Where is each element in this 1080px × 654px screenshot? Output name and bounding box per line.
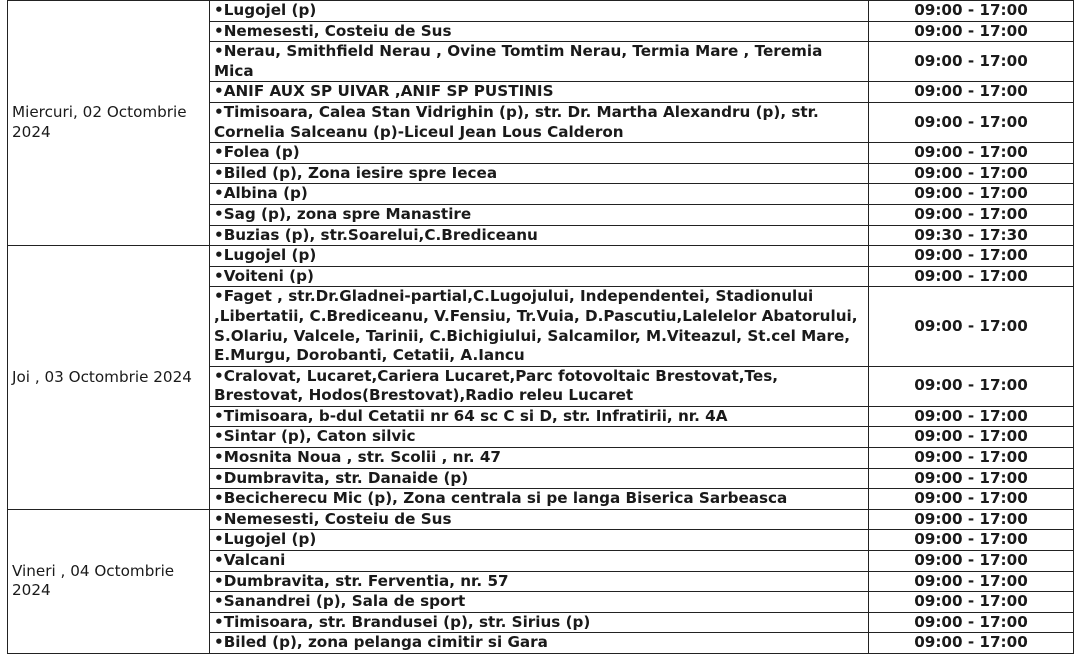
location-cell: •Lugojel (p) — [210, 246, 869, 267]
location-cell: •Sintar (p), Caton silvic — [210, 427, 869, 448]
schedule-table — [7, 0, 1074, 654]
time-interval-cell: 09:00 - 17:00 — [869, 530, 1074, 551]
time-interval-cell: 09:00 - 17:00 — [869, 551, 1074, 572]
time-interval-cell: 09:00 - 17:00 — [869, 592, 1074, 613]
location-cell: •Buzias (p), str.Soarelui,C.Brediceanu — [210, 225, 869, 246]
day-label: Vineri , 04 Octombrie 2024 — [8, 509, 210, 653]
time-interval-cell: 09:00 - 17:00 — [869, 489, 1074, 510]
location-cell: •Timisoara, b-dul Cetatii nr 64 sc C si D, str. Infratirii, nr. 4A — [210, 406, 869, 427]
location-cell: •Sanandrei (p), Sala de sport — [210, 592, 869, 613]
day-label: Miercuri, 02 Octombrie 2024 — [8, 1, 210, 246]
location-cell: •Nerau, Smithfield Nerau , Ovine Tomtim Nerau, Termia Mare , Teremia Mica — [210, 42, 869, 82]
location-cell: •Lugojel (p) — [210, 530, 869, 551]
location-cell: •Timisoara, str. Brandusei (p), str. Sirius (p) — [210, 612, 869, 633]
location-cell: •Biled (p), Zona iesire spre Iecea — [210, 163, 869, 184]
time-interval-cell: 09:00 - 17:00 — [869, 571, 1074, 592]
location-cell: •Faget , str.Dr.Gladnei-partial,C.Lugojului, Independentei, Stadionului ,Libertatii, C.Brediceanu, V.Fensiu, Tr.Vuia, D.Pascutiu,Lalelelor Abatorului, S.Olariu, Valcele, Tarinii, C.Bichigiului, Salcamilor, M.Viteazul, St.cel Mare, E.Murgu, Dorobanti, Cetatii, A.Iancu — [210, 287, 869, 366]
location-cell: •Folea (p) — [210, 143, 869, 164]
time-interval-cell: 09:00 - 17:00 — [869, 468, 1074, 489]
time-interval-cell: 09:00 - 17:00 — [869, 448, 1074, 469]
time-interval-cell: 09:00 - 17:00 — [869, 633, 1074, 654]
schedule-row — [8, 509, 1074, 530]
time-interval-cell: 09:00 - 17:00 — [869, 82, 1074, 103]
location-cell: •Dumbravita, str. Danaide (p) — [210, 468, 869, 489]
location-cell: •Albina (p) — [210, 184, 869, 205]
schedule-row — [8, 246, 1074, 267]
time-interval-cell: 09:00 - 17:00 — [869, 366, 1074, 406]
time-interval-cell: 09:00 - 17:00 — [869, 246, 1074, 267]
location-cell: •ANIF AUX SP UIVAR ,ANIF SP PUSTINIS — [210, 82, 869, 103]
location-cell: •Lugojel (p) — [210, 1, 869, 22]
location-cell: •Biled (p), zona pelanga cimitir si Gara — [210, 633, 869, 654]
time-interval-cell: 09:00 - 17:00 — [869, 266, 1074, 287]
time-interval-cell: 09:00 - 17:00 — [869, 287, 1074, 366]
time-interval-cell: 09:00 - 17:00 — [869, 427, 1074, 448]
location-cell: •Nemesesti, Costeiu de Sus — [210, 509, 869, 530]
time-interval-cell: 09:00 - 17:00 — [869, 42, 1074, 82]
day-label: Joi , 03 Octombrie 2024 — [8, 246, 210, 510]
location-cell: •Voiteni (p) — [210, 266, 869, 287]
time-interval-cell: 09:00 - 17:00 — [869, 204, 1074, 225]
time-interval-cell: 09:00 - 17:00 — [869, 184, 1074, 205]
time-interval-cell: 09:00 - 17:00 — [869, 21, 1074, 42]
location-cell: •Mosnita Noua , str. Scolii , nr. 47 — [210, 448, 869, 469]
schedule-row — [8, 1, 1074, 22]
schedule-body — [8, 1, 1074, 654]
time-interval-cell: 09:00 - 17:00 — [869, 406, 1074, 427]
location-cell: •Dumbravita, str. Ferventia, nr. 57 — [210, 571, 869, 592]
location-cell: •Sag (p), zona spre Manastire — [210, 204, 869, 225]
location-cell: •Timisoara, Calea Stan Vidrighin (p), str. Dr. Martha Alexandru (p), str. Cornelia Salceanu (p)-Liceul Jean Lous Calderon — [210, 102, 869, 142]
time-interval-cell: 09:00 - 17:00 — [869, 102, 1074, 142]
location-cell: •Becicherecu Mic (p), Zona centrala si pe langa Biserica Sarbeasca — [210, 489, 869, 510]
time-interval-cell: 09:00 - 17:00 — [869, 143, 1074, 164]
time-interval-cell: 09:00 - 17:00 — [869, 612, 1074, 633]
time-interval-cell: 09:30 - 17:30 — [869, 225, 1074, 246]
location-cell: •Valcani — [210, 551, 869, 572]
location-cell: •Nemesesti, Costeiu de Sus — [210, 21, 869, 42]
time-interval-cell: 09:00 - 17:00 — [869, 1, 1074, 22]
time-interval-cell: 09:00 - 17:00 — [869, 509, 1074, 530]
time-interval-cell: 09:00 - 17:00 — [869, 163, 1074, 184]
location-cell: •Cralovat, Lucaret,Cariera Lucaret,Parc fotovoltaic Brestovat,Tes, Brestovat, Hodos(Brestovat),Radio releu Lucaret — [210, 366, 869, 406]
